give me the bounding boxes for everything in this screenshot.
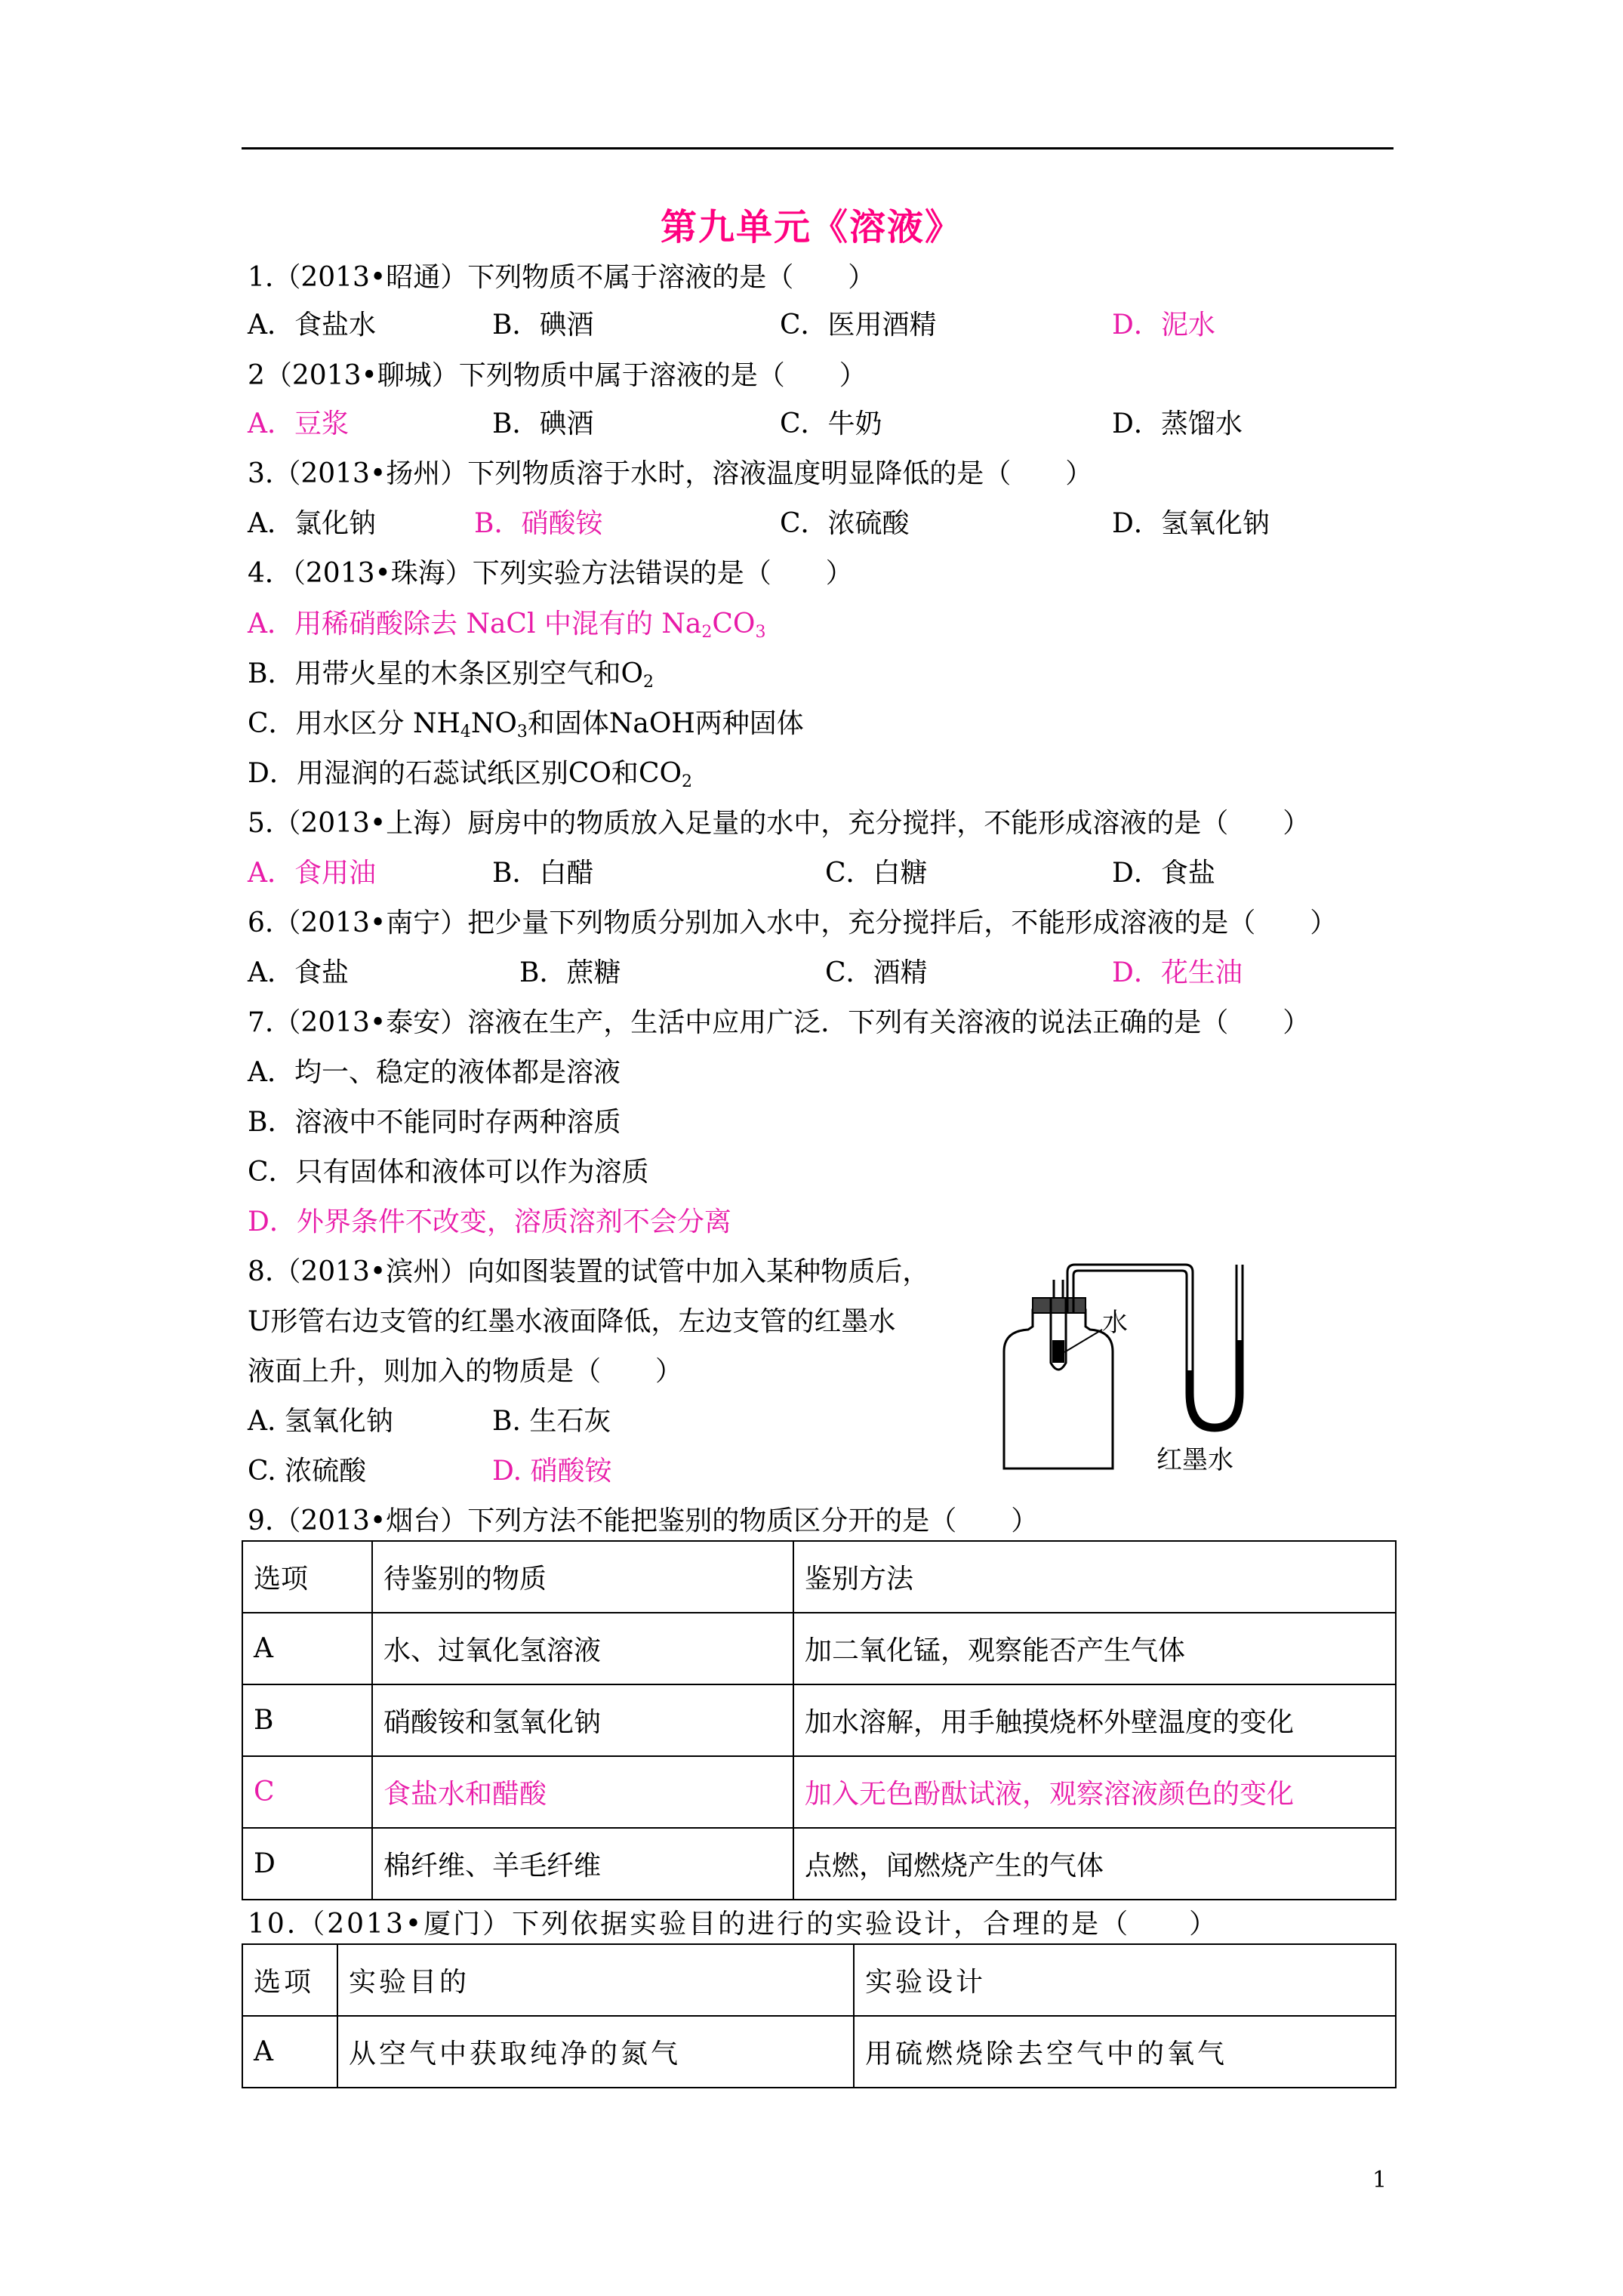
table-header: 鉴别方法 xyxy=(793,1541,1396,1613)
label-red-ink: 红墨水 xyxy=(1156,1445,1233,1475)
q1-option-d: D．泥水 xyxy=(1112,310,1215,341)
q8-stem-line2: U形管右边支管的红墨水液面降低，左边支管的红墨水 xyxy=(248,1306,896,1337)
q9-stem: 9.（2013•烟台）下列方法不能把鉴别的物质区分开的是（ ） xyxy=(248,1505,1039,1536)
red-ink xyxy=(1187,1340,1242,1430)
table-row-answer xyxy=(242,1756,1396,1828)
q2-option-d: D．蒸馏水 xyxy=(1112,408,1243,439)
q1-option-a: A．食盐水 xyxy=(248,310,376,341)
table-header: 实验设计 xyxy=(854,1944,1396,2016)
table-cell: 水、过氧化氢溶液 xyxy=(372,1613,793,1684)
q3-option-c: C．浓硫酸 xyxy=(780,508,910,539)
q6-option-b: B．蔗糖 xyxy=(519,957,621,988)
q8-option-a: A. 氢氧化钠 xyxy=(248,1406,393,1437)
page-number: 1 xyxy=(1372,2167,1387,2193)
delivery-tube xyxy=(1067,1265,1193,1393)
table-header: 实验目的 xyxy=(337,1944,854,2016)
q7-option-c: C．只有固体和液体可以作为溶质 xyxy=(248,1157,649,1188)
q8-stem-line3: 液面上升，则加入的物质是（ ） xyxy=(248,1356,683,1387)
q5-option-d: D．食盐 xyxy=(1112,858,1215,889)
table-row xyxy=(242,1684,1396,1756)
table-row xyxy=(242,1828,1396,1900)
q4-option-c: C．用水区分 $NH_4NO_3$和固体NaOH两种固体 xyxy=(248,708,804,741)
q6-option-d: D．花生油 xyxy=(1112,957,1243,988)
table-cell: 从空气中获取纯净的氮气 xyxy=(337,2016,854,2088)
table-cell: A xyxy=(242,1613,372,1684)
q8-option-c: C. 浓硫酸 xyxy=(248,1456,367,1487)
table-cell: B xyxy=(242,1684,372,1756)
q2-stem: 2（2013•聊城）下列物质中属于溶液的是（ ） xyxy=(248,360,867,391)
stopper xyxy=(1033,1298,1086,1313)
label-water: 水 xyxy=(1102,1308,1128,1338)
q6-option-c: C．酒精 xyxy=(825,957,928,988)
q4-option-b: B．用带火星的木条区别空气和$O_2$ xyxy=(248,658,654,692)
table-row xyxy=(242,2016,1396,2088)
q2-option-c: C．牛奶 xyxy=(780,408,882,439)
q2-option-b: B．碘酒 xyxy=(492,408,594,439)
q8-option-b: B. 生石灰 xyxy=(492,1406,611,1437)
q5-stem: 5.（2013•上海）厨房中的物质放入足量的水中，充分搅拌，不能形成溶液的是（ ） xyxy=(248,808,1310,839)
q10-stem: 10.（2013•厦门）下列依据实验目的进行的实验设计，合理的是（ ） xyxy=(248,1909,1219,1940)
q7-option-a: A．均一、稳定的液体都是溶液 xyxy=(248,1057,621,1088)
q10-table xyxy=(242,1943,1397,2088)
q3-stem: 3.（2013•扬州）下列物质溶于水时，溶液温度明显降低的是（ ） xyxy=(248,458,1093,489)
q8-option-d: D. 硝酸铵 xyxy=(492,1456,612,1487)
q5-option-b: B．白醋 xyxy=(492,858,594,889)
q2-option-a: A．豆浆 xyxy=(248,408,349,439)
q1-stem: 1.（2013•昭通）下列物质不属于溶液的是（ ） xyxy=(248,262,876,293)
table-cell: D xyxy=(242,1828,372,1900)
u-tube xyxy=(1187,1265,1243,1431)
q4-option-d: D．用湿润的石蕊试纸区别CO和$CO_2$ xyxy=(248,758,692,791)
q6-stem: 6.（2013•南宁）把少量下列物质分别加入水中，充分搅拌后，不能形成溶液的是（ ） xyxy=(248,908,1338,938)
q3-option-b: B．硝酸铵 xyxy=(474,508,603,539)
table-cell: 加水溶解，用手触摸烧杯外壁温度的变化 xyxy=(793,1684,1396,1756)
table-cell: 加二氧化锰，观察能否产生气体 xyxy=(793,1613,1396,1684)
q7-option-b: B．溶液中不能同时存两种溶质 xyxy=(248,1107,621,1138)
q6-option-a: A．食盐 xyxy=(248,957,349,988)
table-cell: 用硫燃烧除去空气中的氧气 xyxy=(854,2016,1396,2088)
q1-option-c: C．医用酒精 xyxy=(780,310,937,341)
table-cell: C xyxy=(242,1756,372,1828)
q3-option-d: D．氢氧化钠 xyxy=(1112,508,1270,539)
table-header: 选项 xyxy=(242,1944,337,2016)
page-title: 第九单元《溶液》 xyxy=(660,206,962,248)
table-cell: 棉纤维、羊毛纤维 xyxy=(372,1828,793,1900)
table-cell: 加入无色酚酞试液，观察溶液颜色的变化 xyxy=(793,1756,1396,1828)
table-cell: A xyxy=(242,2016,337,2088)
table-cell: 食盐水和醋酸 xyxy=(372,1756,793,1828)
q3-option-a: A．氯化钠 xyxy=(248,508,376,539)
table-header: 选项 xyxy=(242,1541,372,1613)
q7-stem: 7.（2013•泰安）溶液在生产，生活中应用广泛．下列有关溶液的说法正确的是（ ） xyxy=(248,1007,1310,1038)
q9-table xyxy=(242,1540,1397,1900)
table-header-row xyxy=(242,1541,1396,1613)
q4-stem: 4．（2013•珠海）下列实验方法错误的是（ ） xyxy=(248,558,853,589)
table-cell: 点燃，闻燃烧产生的气体 xyxy=(793,1828,1396,1900)
table-header-row xyxy=(242,1944,1396,2016)
table-row xyxy=(242,1613,1396,1684)
q7-option-d: D．外界条件不改变，溶质溶剂不会分离 xyxy=(248,1207,731,1237)
apparatus-figure xyxy=(989,1250,1276,1476)
q8-stem-line1: 8.（2013•滨州）向如图装置的试管中加入某种物质后， xyxy=(248,1256,930,1287)
q5-option-c: C．白糖 xyxy=(825,858,928,889)
table-cell: 硝酸铵和氢氧化钠 xyxy=(372,1684,793,1756)
q1-option-b: B．碘酒 xyxy=(492,310,594,341)
q5-option-a: A．食用油 xyxy=(248,858,376,889)
q4-option-a: A．用稀硝酸除去 NaCl 中混有的 $Na_2CO_3$ xyxy=(248,609,766,642)
header-rule xyxy=(242,147,1394,149)
table-header: 待鉴别的物质 xyxy=(372,1541,793,1613)
